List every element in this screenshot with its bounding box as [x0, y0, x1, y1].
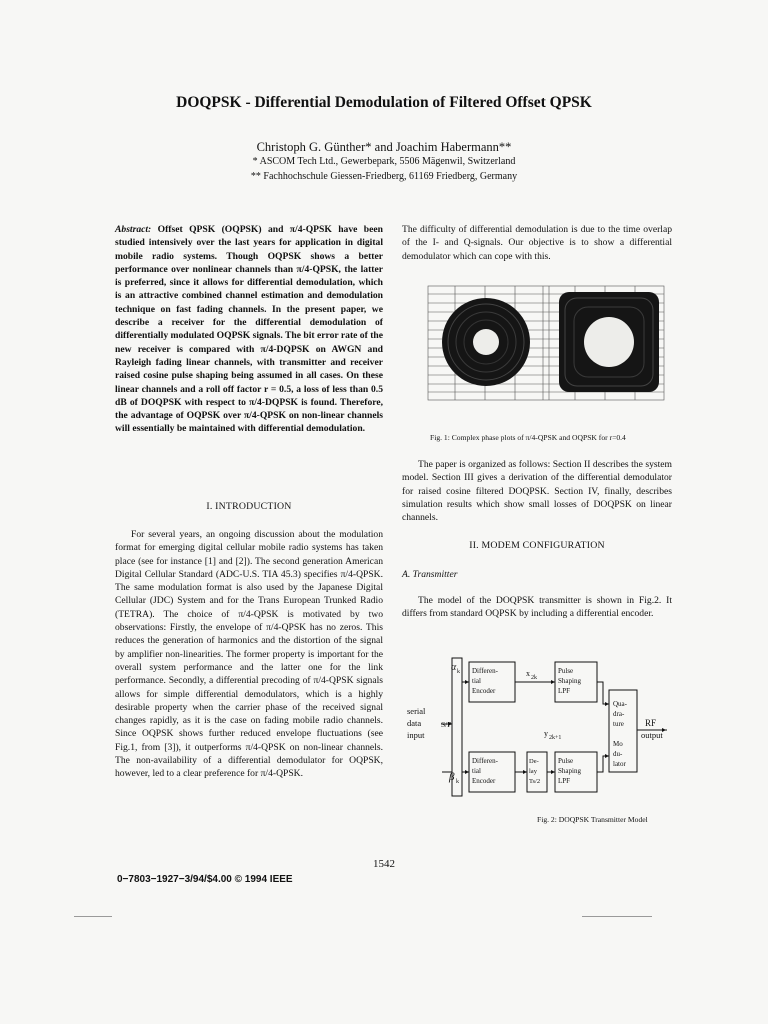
pi4-qpsk-phase-plot [442, 298, 530, 386]
affiliation-1: * ASCOM Tech Ltd., Gewerbepark, 5506 Mägenwil, Switzerland [252, 156, 516, 167]
modulator-line: Mo [613, 740, 623, 748]
page-number: 1542 [373, 858, 395, 870]
encoder-top-text [472, 667, 500, 695]
encoder-bottom-line: Differen- [472, 757, 498, 765]
serial-input-line: serial [407, 706, 426, 716]
transmitter-paragraph: The model of the DOQPSK transmitter is shown in Fig.2. It differs from standard OQPSK by including a differential encoder. [402, 595, 672, 620]
delay-line: Ts/2 [529, 778, 541, 785]
alpha-subscript: k [457, 669, 460, 675]
introduction-paragraph: For several years, an ongoing discussion about the modulation format for emerging digital cellular mobile radio systems has taken place (see for instance [1] and [2]). The second generation American Digital Cellular Standard (ADC-U.S. TIA 45.3) specifies π/4-QPSK. The same modulation format is also used by the Japanese Digital Cellular (JDC) System and for the Trans European Trunked Radio (TETRA). The choice of π/4-QPSK is motivated by two observations: Firstly, the envelope of π/4-QPSK has no zeros. This reduces the generation of harmonics and the distortion of the signal by amplifier non-linearities. The former property is important for the overall system performance and the latter one for the link performance. Secondly, a differential precoding of π/4-QPSK signals allows for simple differential demodulators, which is a highly desirable property when the carrier phase of the received signal changes rapidly, as it is the case on fading mobile radio channels. Since OQPSK shows further reduced envelope fluctuations (see Fig.1, from [3]), it outperforms π/4-QPSK on non-linear channels. The non-availability of a differential demodulator for OQPSK, however, led to a clear preference for π/4-QPSK. [115, 529, 383, 780]
bottom-rule-left [74, 916, 112, 917]
modulator-line: Qua- [613, 700, 627, 708]
encoder-bottom-line: Encoder [472, 777, 496, 785]
organization-paragraph: The paper is organized as follows: Section II describes the system model. Section III gives a derivation of the differential demodulator for raised cosine filtered DOQPSK. Section IV, finally, describes simulation results which show small losses of DOQPSK on linear channels. [402, 459, 672, 524]
encoder-top-line: Differen- [472, 667, 498, 675]
paper-authors: Christoph G. Günther* and Joachim Habermann** [256, 140, 512, 154]
pulse-top-line: Pulse [558, 667, 574, 675]
modulator-line: dra- [613, 710, 625, 718]
encoder-bottom-text [472, 757, 500, 785]
paper-title: DOQPSK - Differential Demodulation of Filtered Offset QPSK [176, 94, 592, 111]
pulse-top-line: LPF [558, 687, 571, 695]
encoder-top-line: Encoder [472, 687, 496, 695]
section-heading-modem-configuration: II. MODEM CONFIGURATION [469, 540, 605, 551]
right-intro-paragraph: The difficulty of differential demodulation is due to the time overlap of the I- and Q-signals. Our objective is to show a differential demodulator which can cope with this. [402, 224, 672, 262]
y-subscript: 2k+1 [549, 735, 562, 741]
x-subscript: 2k [531, 675, 537, 681]
pulse-top-text [558, 667, 583, 695]
serial-input-line: input [407, 730, 425, 740]
output-label: output [641, 730, 663, 740]
delay-text [529, 758, 540, 785]
abstract-text: Offset QPSK (OQPSK) and π/4-QPSK have been studied intensively over the last years for application in digital mobile radio systems. Though OQPSK shows a better performance over nonlinear channels than π/4-QPSK, the latter is preferred, since it allows for differential demodulation, which is an attractive combined channel estimation and demodulation technique on fast fading channels. In the present paper, we describe a receiver for the differential demodulation of differentially modulated OQPSK signals. The bit error rate of the new receiver is compared with π/4-DQPSK on AWGN and Rayleigh fading linear channels, with transmitter and receiver raised cosine pulse shaping being assumed in all cases. On these linear channels and a roll off factor r = 0.5, a loss of less than 0.5 dB of DOQPSK with respect to π/4-DQPSK is found. Therefore, the advantage of OQPSK over π/4-QPSK on non-linear channels will essentially be maintained with differential demodulation. [115, 224, 383, 435]
bottom-rule-right [582, 916, 652, 917]
affiliation-2: ** Fachhochschule Giessen-Friedberg, 61169 Friedberg, Germany [250, 171, 518, 182]
delay-line: lay [529, 768, 537, 775]
figure-2-caption: Fig. 2: DOQPSK Transmitter Model [537, 815, 648, 824]
x-label: x [526, 669, 530, 678]
rf-label: RF [645, 718, 657, 728]
beta-label: β [449, 771, 455, 783]
pulse-bottom-line: LPF [558, 777, 571, 785]
delay-line: De- [529, 758, 539, 765]
encoder-top-line: tial [472, 677, 481, 685]
pulse-bottom-line: Pulse [558, 757, 574, 765]
abstract-lead: Abstract: [115, 224, 152, 235]
beta-subscript: k [456, 779, 459, 785]
encoder-bottom-line: tial [472, 767, 481, 775]
subsection-heading-transmitter: A. Transmitter [402, 569, 458, 580]
modulator-line: lator [613, 760, 626, 768]
right-intro [402, 223, 672, 263]
section-heading-introduction: I. INTRODUCTION [206, 501, 292, 512]
serial-input-line: data [407, 718, 422, 728]
abstract [115, 223, 383, 436]
figure-2-transmitter-diagram [405, 656, 675, 806]
pulse-bottom-line: Shaping [558, 767, 581, 775]
serial-input-text [407, 706, 428, 740]
y-label: y [544, 729, 548, 738]
modulator-text [613, 700, 629, 768]
alpha-label: α [451, 662, 457, 673]
introduction-body [115, 528, 383, 781]
copyright-line: 0−7803−1927−3/94/$4.00 © 1994 IEEE [117, 874, 293, 885]
figure-1-phase-plots [425, 278, 669, 428]
pulse-top-line: Shaping [558, 677, 581, 685]
modulator-line: du- [613, 750, 623, 758]
sp-label: S/P [441, 720, 452, 729]
transmitter-body [402, 594, 672, 621]
organization-body [402, 458, 672, 524]
modulator-line: ture [613, 720, 624, 728]
oqpsk-phase-plot [559, 292, 659, 392]
figure-1-caption: Fig. 1: Complex phase plots of π/4-QPSK and OQPSK for r=0.4 [430, 433, 626, 442]
pulse-bottom-text [558, 757, 583, 785]
